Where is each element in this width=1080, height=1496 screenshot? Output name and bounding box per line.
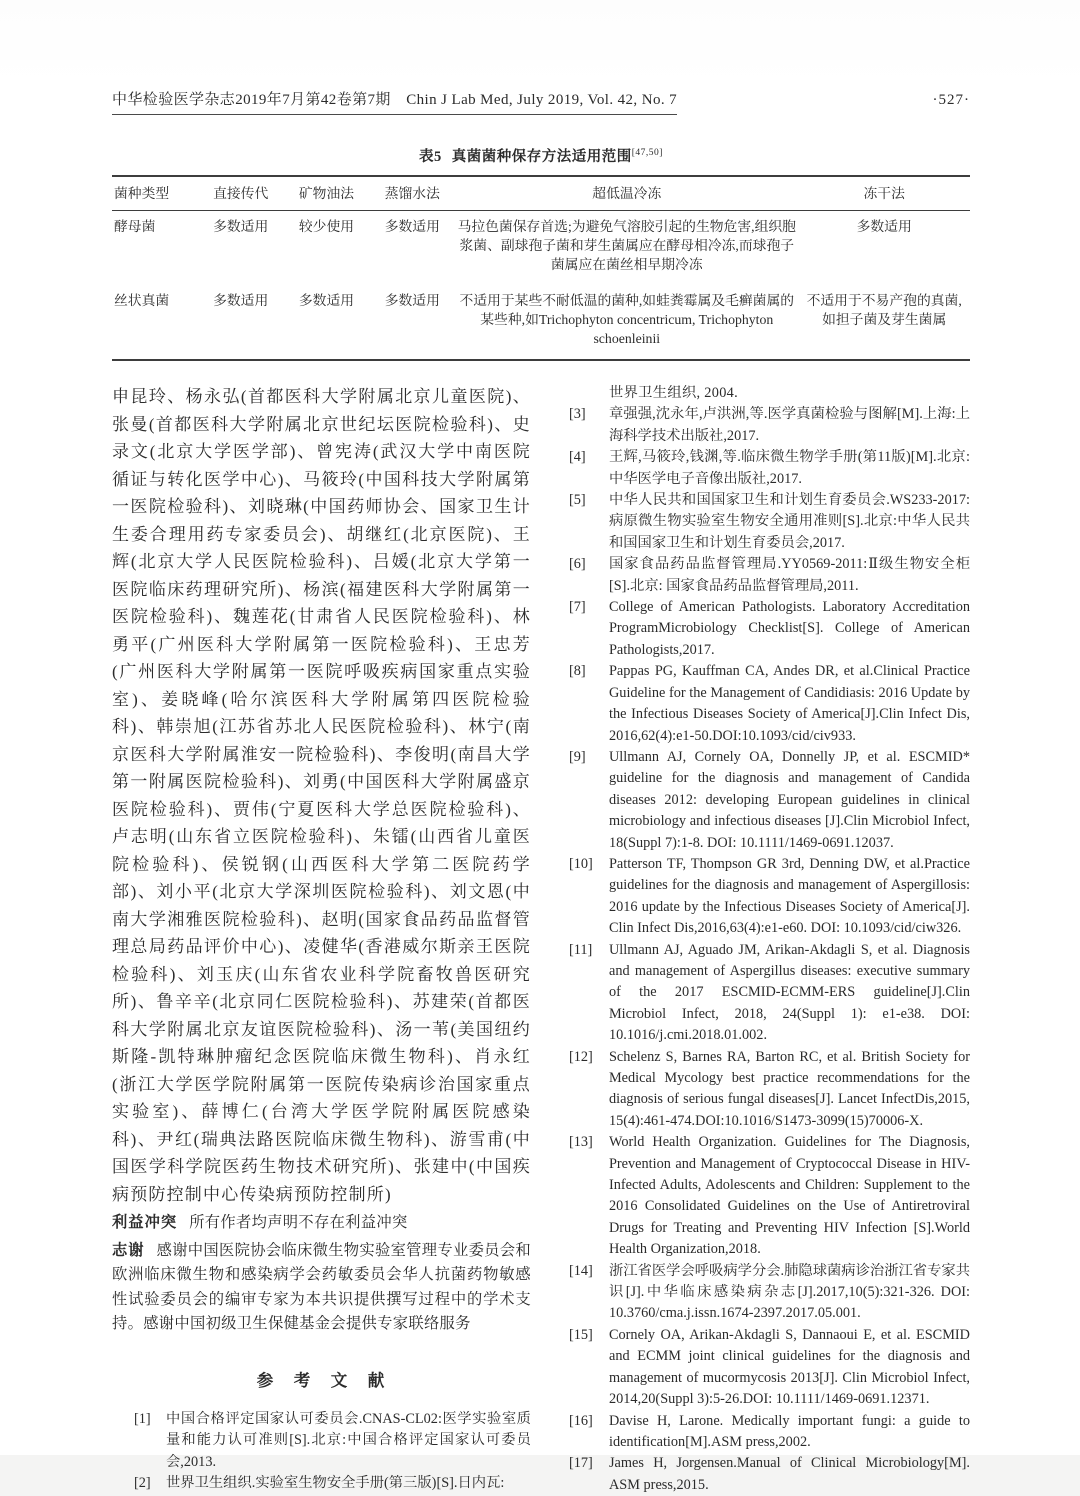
- acknowledgement-label: 志谢: [112, 1242, 145, 1259]
- reference-item: [569, 1325, 970, 1411]
- table-row: [112, 285, 970, 360]
- acknowledgement-text: 感谢中国医院协会临床微生物实验室管理专业委员会和欧洲临床微生物和感染病学会药敏委员会华人抗菌药物敏感性试验委员会的编审专家为本共识提供撰写过程中的学术支持。感谢中国初级卫生保健基金会提供专家联络服务: [112, 1242, 531, 1333]
- reference-text: 王辉,马筱玲,钱渊,等.临床微生物学手册(第11版)[M].北京:中华医学电子音像出版社,2017.: [609, 447, 970, 490]
- reference-item: [569, 554, 970, 597]
- table5: [112, 175, 970, 361]
- cell-yeast-freezedry: 多数适用: [798, 211, 970, 286]
- reference-number: [11]: [569, 940, 609, 1047]
- reference-number: [14]: [569, 1261, 609, 1325]
- reference-item: [569, 1453, 970, 1496]
- reference-item: [569, 1261, 970, 1325]
- reference-item: [134, 1409, 531, 1473]
- reference-text: 浙江省医学会呼吸病学分会.肺隐球菌病诊治浙江省专家共识[J].中华临床感染病杂志[J].2017,10(5):321-326. DOI: 10.3760/cma.j.issn.1674-2397.2017.05.001.: [609, 1261, 970, 1325]
- reference-item: [569, 747, 970, 854]
- table5-header-row: [112, 176, 970, 211]
- reference-item: [569, 661, 970, 747]
- reference-item: [569, 404, 970, 447]
- reference-item: [569, 1132, 970, 1260]
- cell-filamentous-direct: 多数适用: [198, 285, 284, 360]
- cell-yeast-water: 多数适用: [369, 211, 455, 286]
- reference-number: [17]: [569, 1453, 609, 1496]
- reference-text: 中国合格评定国家认可委员会.CNAS-CL02:医学实验室质量和能力认可准则[S].北京:中国合格评定国家认可委员会,2013.: [166, 1409, 531, 1473]
- reference-item: [569, 940, 970, 1047]
- left-column: [112, 383, 531, 1496]
- conflict-of-interest: [112, 1211, 531, 1236]
- reference-text: Ullmann AJ, Aguado JM, Arikan-Akdagli S, et al. Diagnosis and management of Aspergillus diseases: executive summary of the 2017 ESCMID-ECMM-ERS guideline[J].Clin Microbiol Infect, 2018, 24(Suppl 1): e1-e38. DOI: 10.1016/j.cmi.2018.01.002.: [609, 940, 970, 1047]
- page-header: [112, 88, 970, 115]
- reference-number: [2]: [134, 1473, 166, 1494]
- reference-number: [12]: [569, 1047, 609, 1133]
- reference-text: Schelenz S, Barnes RA, Barton RC, et al. British Society for Medical Mycology best practice recommendations for the diagnosis of serious fungal diseases[J]. Lancet InfectDis,2015, 15(4):461-474.DOI:10.1016/S1473-3099(15)70006-X.: [609, 1047, 970, 1133]
- reference-text: Ullmann AJ, Cornely OA, Donnelly JP, et al. ESCMID* guideline for the diagnosis and management of Candida diseases 2012: developing European guidelines in clinical microbiology and infectious diseases [J].Clin Microbiol Infect, 18(Suppl 7):1-8. DOI: 10.1111/1469-0691.12037.: [609, 747, 970, 854]
- reference-item: [134, 1473, 531, 1494]
- reference-item: [569, 447, 970, 490]
- reference-number: [13]: [569, 1132, 609, 1260]
- reference-number: [9]: [569, 747, 609, 854]
- col-header-distilled-water: 蒸馏水法: [369, 176, 455, 211]
- col-header-fungus-type: 菌种类型: [112, 176, 198, 211]
- reference-text: Pappas PG, Kauffman CA, Andes DR, et al.Clinical Practice Guideline for the Management of Candidiasis: 2016 Update by the Infectious Diseases Society of America[J].Clin Infect Dis, 2016,62(4):e1-50.DOI:10.1093/cid/civ933.: [609, 661, 970, 747]
- reference-text: Patterson TF, Thompson GR 3rd, Denning DW, et al.Practice guidelines for the diagnosis and management of Aspergillosis: 2016 update by the Infectious Diseases Society of America[J]. Clin Infect Dis,2016,63(4):e1-e60. DOI: 10.1093/cid/ciw326.: [609, 854, 970, 940]
- table-row: [112, 211, 970, 286]
- cell-filamentous-freezedry: 不适用于不易产孢的真菌, 如担子菌及芽生菌属: [798, 285, 970, 360]
- acknowledgement: [112, 1239, 531, 1337]
- reference-item: [569, 854, 970, 940]
- reference-list-left: [112, 1409, 531, 1495]
- article-body: [112, 383, 970, 1496]
- reference-item: [569, 597, 970, 661]
- references-heading: 参 考 文 献: [112, 1367, 531, 1391]
- reference-text: 章强强,沈永年,卢洪洲,等.医学真菌检验与图解[M].上海:上海科学技术出版社,2017.: [609, 404, 970, 447]
- reference-item: [569, 490, 970, 554]
- reference-number: [10]: [569, 854, 609, 940]
- reference-text: Cornely OA, Arikan-Akdagli S, Dannaoui E, et al. ESCMID and ECMM joint clinical guidelines for the diagnosis and management of mucormycosis 2013[J]. Clin Microbiol Infect, 2014,20(Suppl 3):5-26.DOI: 10.1111/1469-0691.12371.: [609, 1325, 970, 1411]
- reference-number: [5]: [569, 490, 609, 554]
- reference-list-right: [555, 404, 970, 1496]
- conflict-of-interest-label: 利益冲突: [112, 1214, 177, 1231]
- col-header-direct-passage: 直接传代: [198, 176, 284, 211]
- expert-panel-list: 申昆玲、杨永弘(首都医科大学附属北京儿童医院)、张曼(首都医科大学附属北京世纪坛医院检验科)、史录文(北京大学医学部)、曾宪涛(武汉大学中南医院循证与转化医学中心)、马筱玲(中国科技大学附属第一医院检验科)、刘晓琳(中国药师协会、国家卫生计生委合理用药专家委员会)、胡继红(北京医院)、王辉(北京大学人民医院检验科)、吕媛(北京大学第一医院临床药理研究所)、杨滨(福建医科大学附属第一医院检验科)、魏莲花(甘肃省人民医院检验科)、林勇平(广州医科大学附属第一医院检验科)、王忠芳(广州医科大学附属第一医院呼吸疾病国家重点实验室)、姜晓峰(哈尔滨医科大学附属第四医院检验科)、韩崇旭(江苏省苏北人民医院检验科)、林宁(南京医科大学附属淮安一院检验科)、李俊明(南昌大学第一附属医院检验科)、刘勇(中国医科大学附属盛京医院检验科)、贾伟(宁夏医科大学总医院检验科)、卢志明(山东省立医院检验科)、朱镭(山西省儿童医院检验科)、侯锐钢(山西医科大学第二医院药学部)、刘小平(北京大学深圳医院检验科)、刘文恩(中南大学湘雅医院检验科)、赵明(国家食品药品监督管理总局药品评价中心)、凌健华(香港威尔斯亲王医院检验科)、刘玉庆(山东省农业科学院畜牧兽医研究所)、鲁辛辛(北京同仁医院检验科)、苏建荣(首都医科大学附属北京友谊医院检验科)、汤一苇(美国纽约斯隆-凯特琳肿瘤纪念医院临床微生物科)、肖永红(浙江大学医学院附属第一医院传染病诊治国家重点实验室)、薛博仁(台湾大学医学院附属医院感染科)、尹红(瑞典法路医院临床微生物科)、游雪甫(中国医学科学院医药生物技术研究所)、张建中(中国疾病预防控制中心传染病预防控制所): [112, 383, 531, 1208]
- table-caption-label: 表5: [419, 149, 442, 165]
- reference-number: [16]: [569, 1411, 609, 1454]
- reference-item: [569, 1047, 970, 1133]
- reference-text: Davise H, Larone. Medically important fungi: a guide to identification[M].ASM press,2002.: [609, 1411, 970, 1454]
- page-number: ·527·: [933, 92, 971, 109]
- reference-number: [6]: [569, 554, 609, 597]
- reference-item: [569, 1411, 970, 1454]
- reference-text: College of American Pathologists. Laboratory Accreditation ProgramMicrobiology Checklist[S]. College of American Pathologists,2017.: [609, 597, 970, 661]
- table-caption: [112, 145, 970, 166]
- reference-number: [4]: [569, 447, 609, 490]
- table5-section: [112, 145, 970, 361]
- col-header-mineral-oil: 矿物油法: [284, 176, 370, 211]
- reference-text: 世界卫生组织.实验室生物安全手册(第三版)[S].日内瓦:: [166, 1473, 531, 1494]
- reference-continuation: 世界卫生组织, 2004.: [555, 383, 970, 404]
- table-caption-title: 真菌菌种保存方法适用范围: [452, 149, 632, 165]
- reference-text: 中华人民共和国国家卫生和计划生育委员会.WS233-2017:病原微生物实验室生物安全通用准则[S].北京:中华人民共和国国家卫生和计划生育委员会,2017.: [609, 490, 970, 554]
- reference-number: [15]: [569, 1325, 609, 1411]
- cell-filamentous-oil: 多数适用: [284, 285, 370, 360]
- reference-number: [8]: [569, 661, 609, 747]
- cell-filamentous-type: 丝状真菌: [112, 285, 198, 360]
- cell-filamentous-ultralow: 不适用于某些不耐低温的菌种,如蛙粪霉属及毛癣菌属的某些种,如Trichophyton concentricum, Trichophyton schoenleinii: [455, 285, 798, 360]
- reference-number: [1]: [134, 1409, 166, 1473]
- col-header-freeze-drying: 冻干法: [798, 176, 970, 211]
- reference-text: James H, Jorgensen.Manual of Clinical Microbiology[M]. ASM press,2015.: [609, 1453, 970, 1496]
- conflict-of-interest-text: 所有作者均声明不存在利益冲突: [189, 1214, 407, 1231]
- cell-yeast-direct: 多数适用: [198, 211, 284, 286]
- reference-text: World Health Organization. Guidelines for The Diagnosis, Prevention and Management of Cryptococcal Disease in HIV-Infected Adults, Adolescents and Children: Supplement to the 2016 Consolidated Guidelines on the Use of Antiretroviral Drugs for Treating and Preventing HIV Infection [S].World Health Organization,2018.: [609, 1132, 970, 1260]
- reference-text: 国家食品药品监督管理局.YY0569-2011:Ⅱ级生物安全柜[S].北京: 国家食品药品监督管理局,2011.: [609, 554, 970, 597]
- col-header-ultralow-freezing: 超低温冷冻: [455, 176, 798, 211]
- cell-yeast-oil: 较少使用: [284, 211, 370, 286]
- table-caption-citation: [47,50]: [632, 148, 663, 158]
- cell-filamentous-water: 多数适用: [369, 285, 455, 360]
- reference-number: [3]: [569, 404, 609, 447]
- running-head: 中华检验医学杂志2019年7月第42卷第7期 Chin J Lab Med, July 2019, Vol. 42, No. 7: [112, 88, 677, 115]
- right-column: [555, 383, 970, 1496]
- cell-yeast-ultralow: 马拉色菌保存首选;为避免气溶胶引起的生物危害,组织胞浆菌、副球孢子菌和芽生菌属应在酵母相冷冻,而球孢子菌属应在菌丝相早期冷冻: [455, 211, 798, 286]
- reference-number: [7]: [569, 597, 609, 661]
- cell-yeast-type: 酵母菌: [112, 211, 198, 286]
